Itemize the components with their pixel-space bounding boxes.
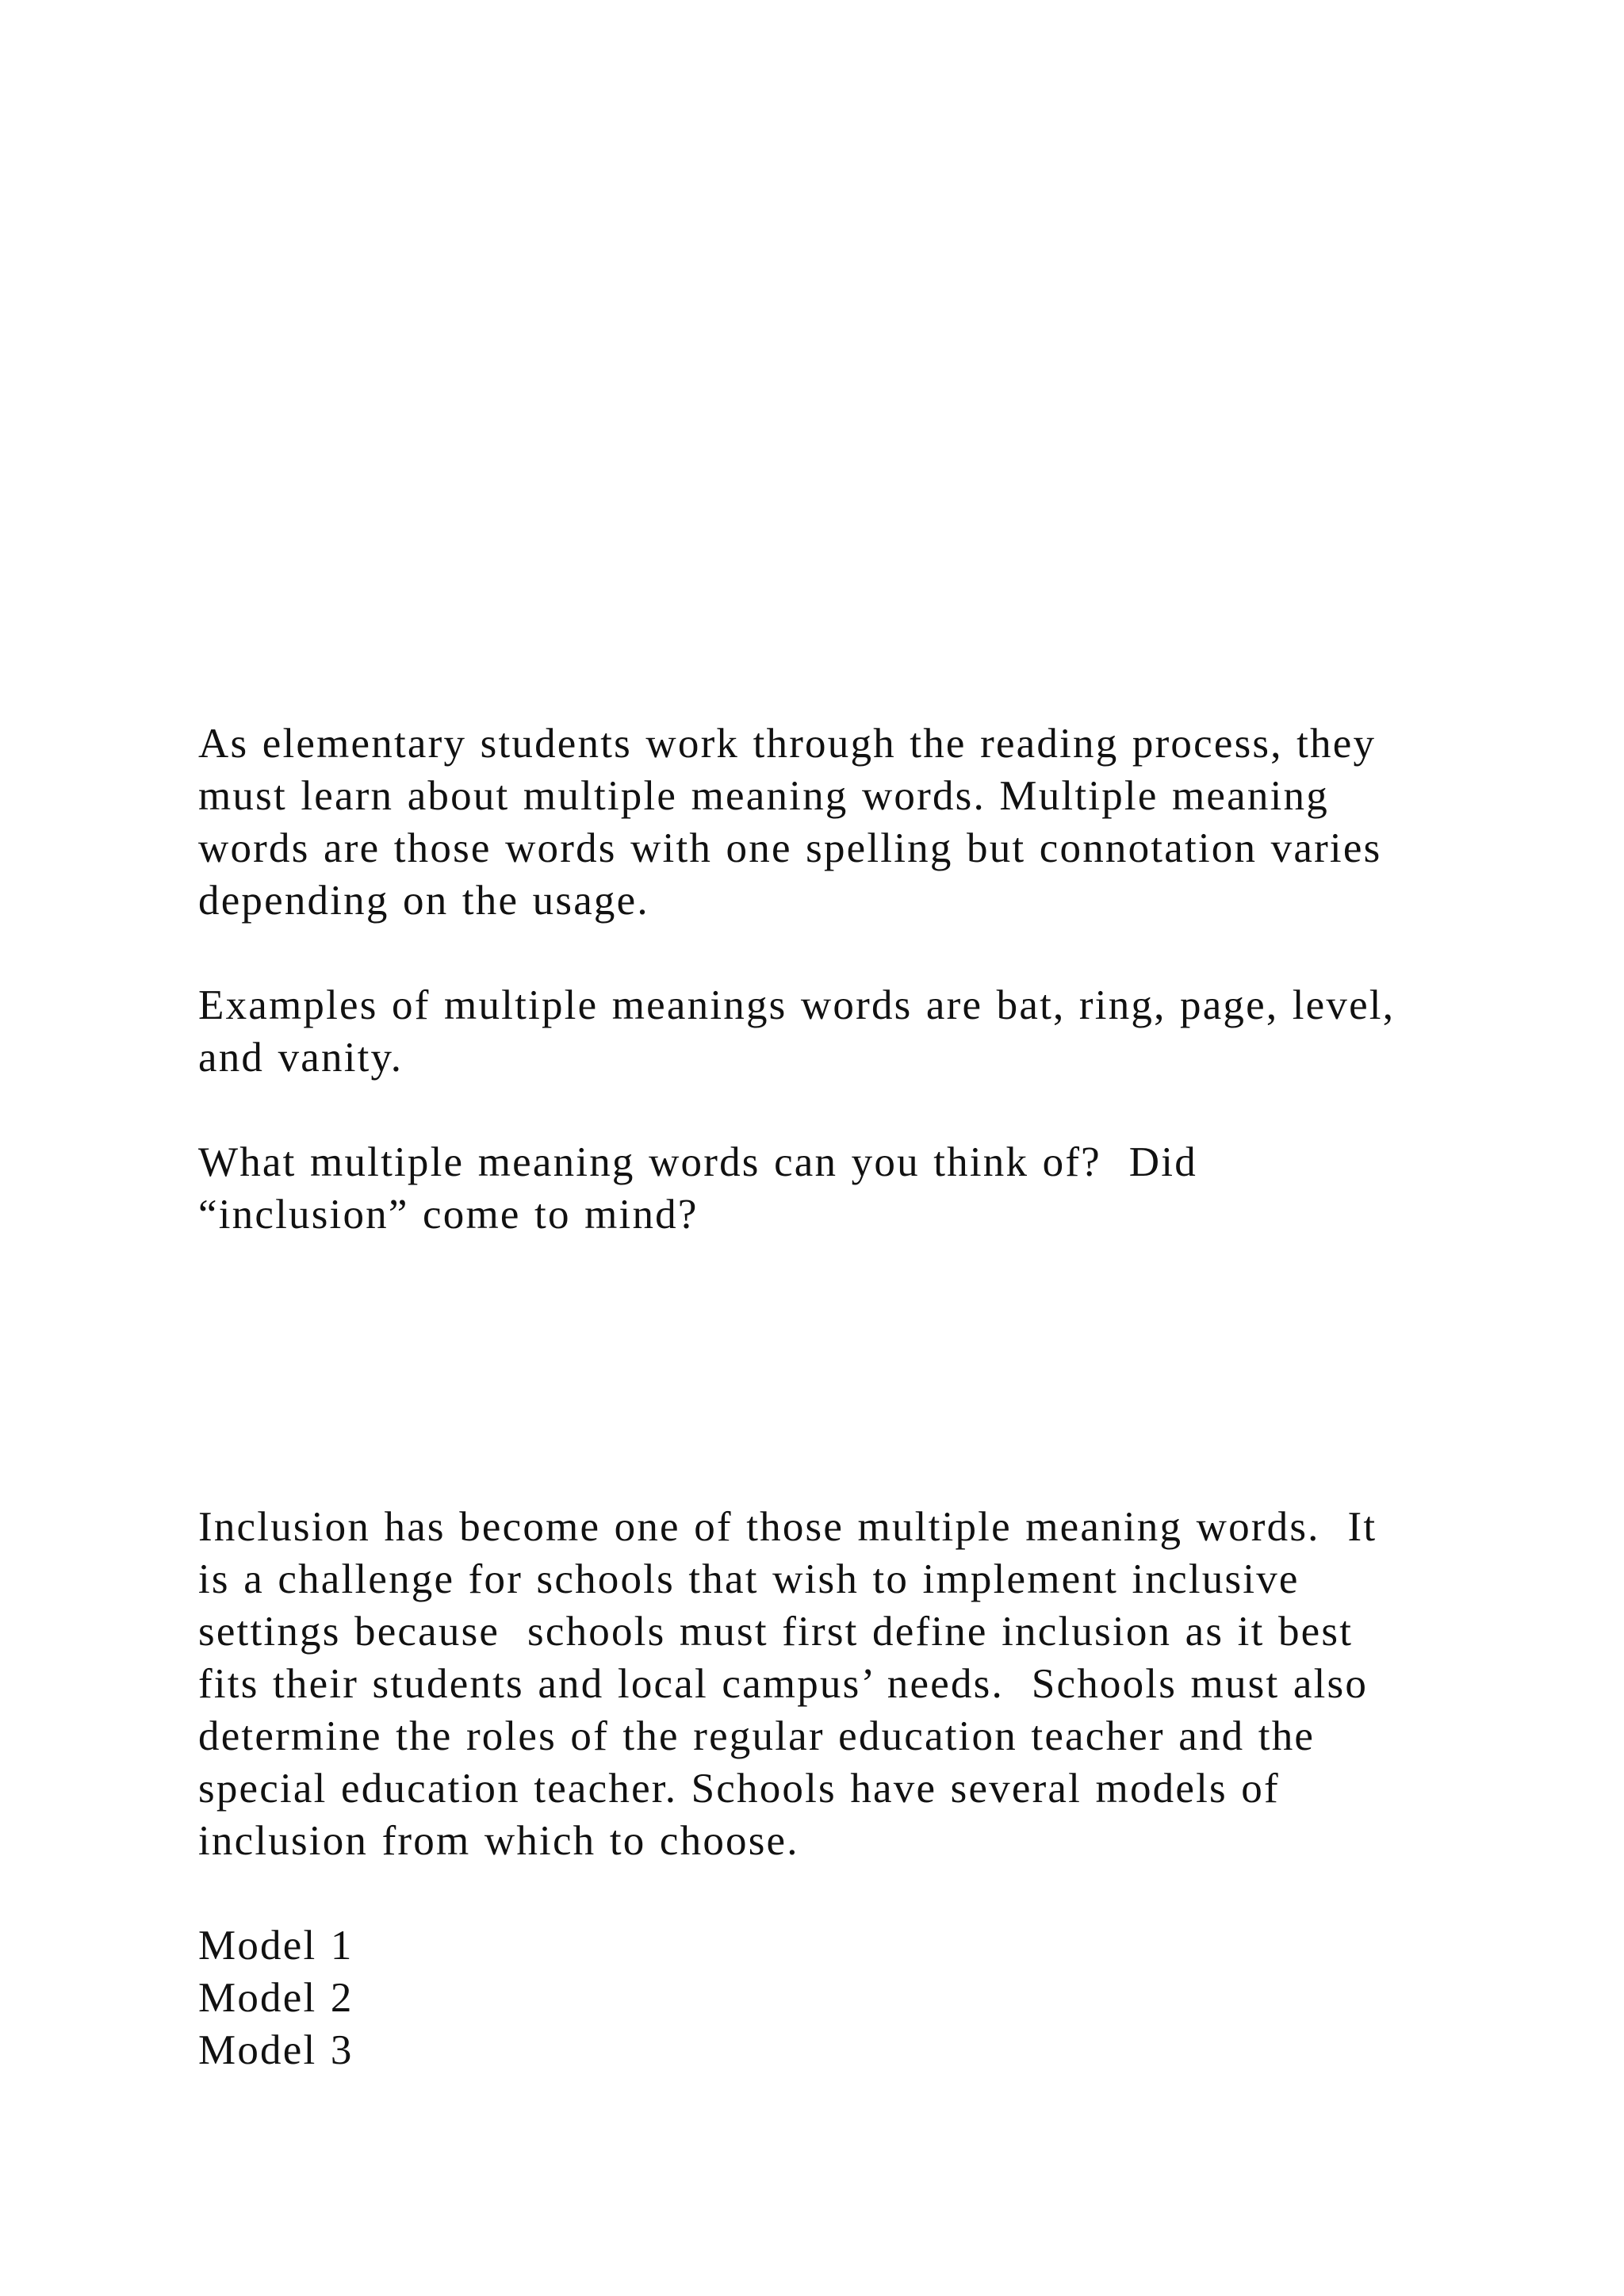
- model-item: Model 3: [198, 2027, 354, 2073]
- text-line: is a challenge for schools that wish to implement inclusive: [198, 1556, 1300, 1602]
- text-line: fits their students and local campus’ needs. Schools must also: [198, 1661, 1369, 1707]
- text-line: inclusion from which to choose.: [198, 1818, 799, 1864]
- text-line: What multiple meaning words can you think of? Did: [198, 1139, 1197, 1185]
- model-item: Model 1: [198, 1923, 354, 1969]
- paragraph-question: [198, 1136, 1499, 1241]
- text-line: settings because schools must first define inclusion as it best: [198, 1609, 1354, 1655]
- text-line: words are those words with one spelling but connotation varies: [198, 825, 1382, 871]
- text-line: “inclusion” come to mind?: [198, 1192, 699, 1238]
- models-list: [198, 1919, 1499, 2076]
- paragraph-examples: [198, 979, 1499, 1084]
- text-line: determine the roles of the regular education teacher and the: [198, 1713, 1316, 1759]
- text-line: special education teacher. Schools have several models of: [198, 1766, 1280, 1812]
- model-item: Model 2: [198, 1975, 354, 2021]
- text-line: Examples of multiple meanings words are bat, ring, page, level,: [198, 982, 1396, 1028]
- text-line: depending on the usage.: [198, 878, 649, 924]
- text-line: and vanity.: [198, 1035, 404, 1081]
- paragraph-inclusion: [198, 1501, 1499, 1867]
- text-line: As elementary students work through the reading process, they: [198, 721, 1377, 767]
- paragraph-multiple-meaning-intro: [198, 718, 1499, 927]
- text-line: Inclusion has become one of those multiple meaning words. It: [198, 1504, 1377, 1550]
- text-line: must learn about multiple meaning words. Multiple meaning: [198, 773, 1329, 819]
